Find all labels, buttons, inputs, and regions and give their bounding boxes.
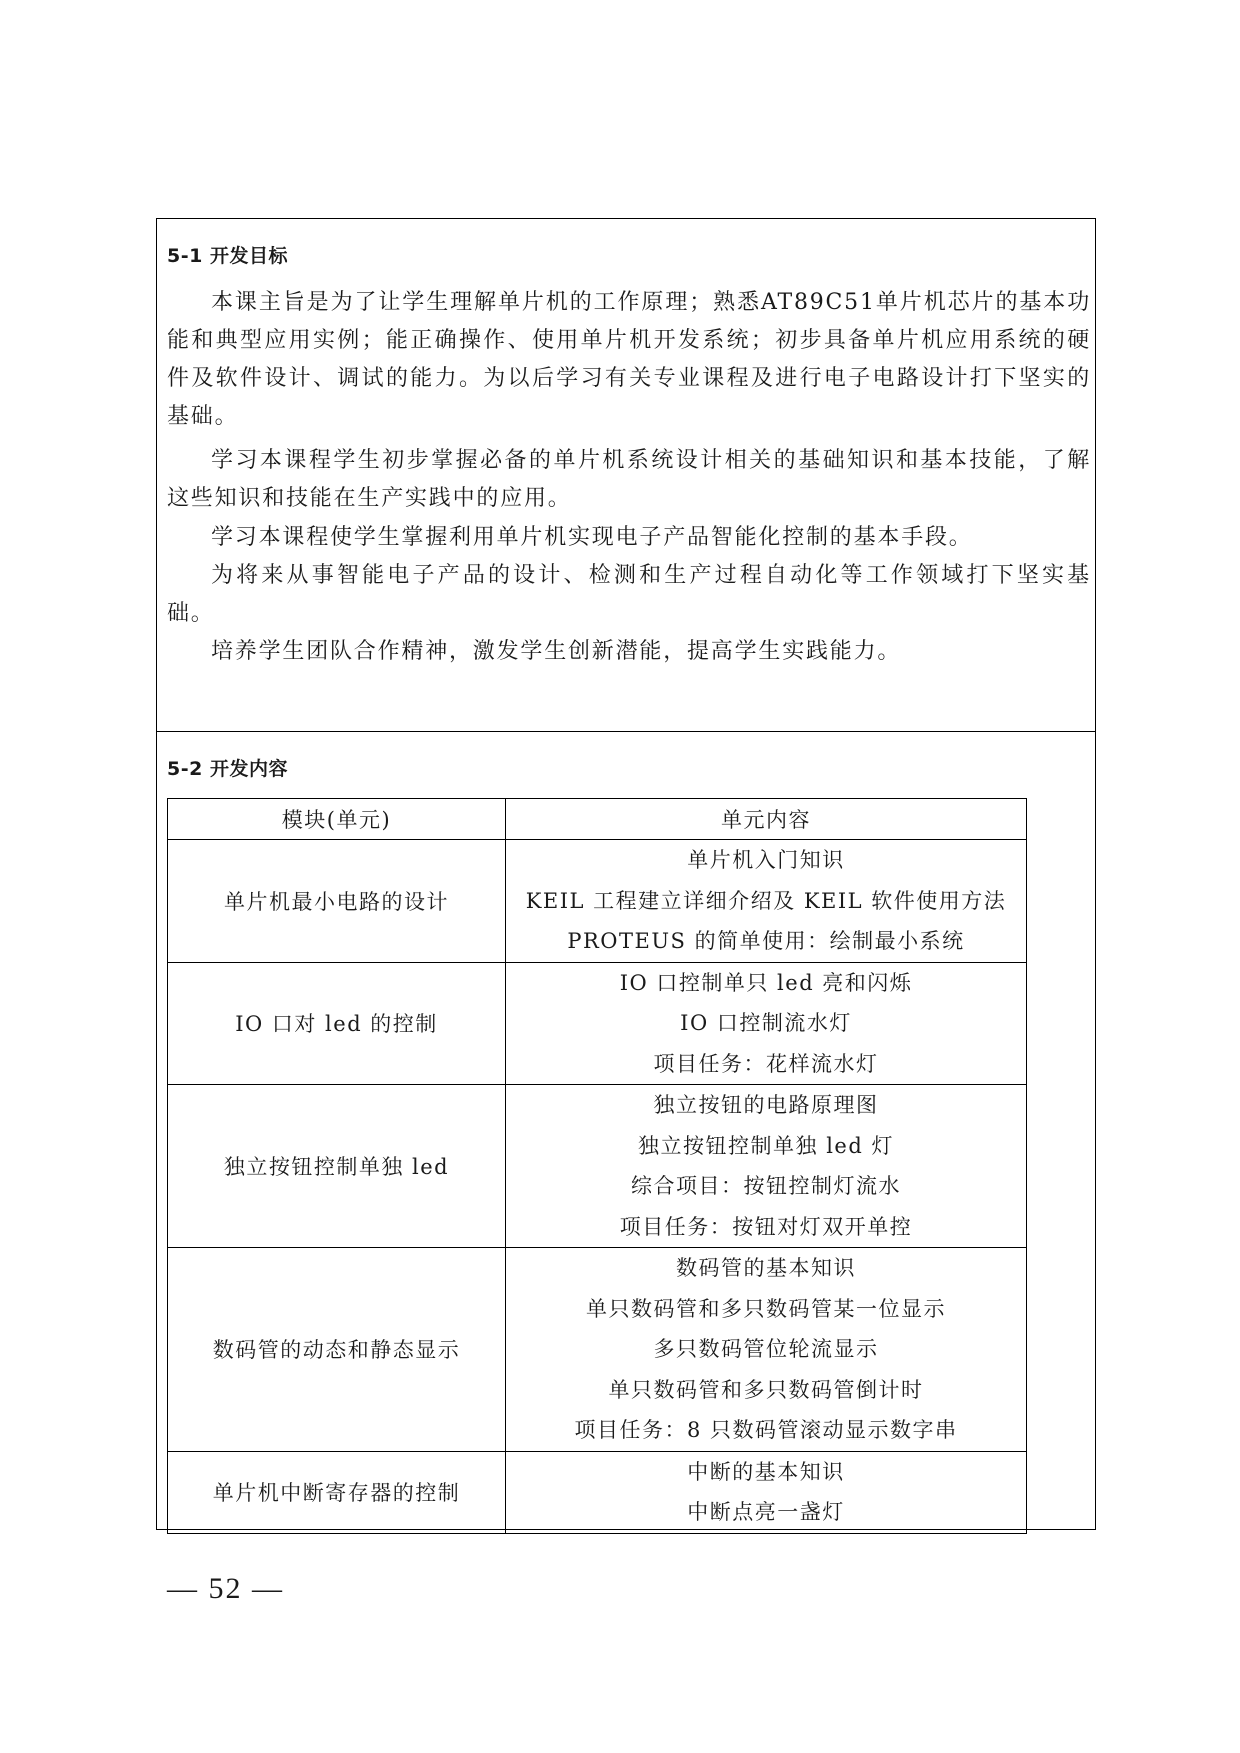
header-module: 模块(单元) — [168, 799, 506, 840]
goals-paragraph: 为将来从事智能电子产品的设计、检测和生产过程自动化等工作领域打下坚实基础。 — [167, 563, 1091, 626]
content-table — [167, 798, 1027, 1534]
module-cell: IO 口对 led 的控制 — [168, 962, 506, 1085]
table-row — [168, 1451, 1027, 1533]
page-number: — 52 — — [167, 1572, 284, 1605]
content-cell — [506, 1248, 1027, 1452]
table-row — [168, 840, 1027, 963]
goals-paragraph: 学习本课程学生初步掌握必备的单片机系统设计相关的基础知识和基本技能，了解这些知识和技能在生产实践中的应用。 — [167, 448, 1091, 511]
goals-paragraph: 学习本课程使学生掌握利用单片机实现电子产品智能化控制的基本手段。 — [211, 525, 973, 550]
content-item: IO 口控制单只 led 亮和闪烁 — [619, 970, 913, 995]
content-item: IO 口控制流水灯 — [680, 1011, 852, 1035]
header-content: 单元内容 — [506, 799, 1027, 840]
section-divider — [157, 731, 1095, 732]
content-item: 项目任务：8 只数码管滚动显示数字串 — [574, 1418, 958, 1442]
content-item: 项目任务：花样流水灯 — [653, 1051, 879, 1076]
table-row — [168, 1248, 1027, 1452]
content-cell — [506, 1451, 1027, 1533]
module-cell: 数码管的动态和静态显示 — [168, 1248, 506, 1452]
module-cell: 单片机中断寄存器的控制 — [168, 1451, 506, 1533]
section-title-content: 5-2 开发内容 — [167, 758, 288, 780]
content-item: 独立按钮控制单独 led 灯 — [638, 1133, 894, 1158]
content-item: 单只数码管和多只数码管倒计时 — [608, 1377, 924, 1402]
content-item: KEIL 工程建立详细介绍及 KEIL 软件使用方法 — [525, 888, 1007, 913]
content-item: 独立按钮的电路原理图 — [653, 1093, 879, 1117]
content-item: 单片机入门知识 — [687, 848, 845, 872]
content-cell — [506, 962, 1027, 1085]
content-item: 项目任务：按钮对灯双开单控 — [619, 1214, 913, 1239]
goals-paragraph: 培养学生团队合作精神，激发学生创新潜能，提高学生实践能力。 — [211, 639, 902, 664]
content-item: 综合项目：按钮控制灯流水 — [631, 1174, 901, 1198]
content-item: 数码管的基本知识 — [676, 1256, 856, 1280]
module-cell: 独立按钮控制单独 led — [168, 1085, 506, 1248]
content-item: 中断的基本知识 — [687, 1459, 845, 1484]
content-frame — [156, 218, 1096, 1530]
section-title-goals: 5-1 开发目标 — [167, 245, 288, 267]
content-item: 多只数码管位轮流显示 — [653, 1337, 879, 1361]
table-header-row — [168, 799, 1027, 840]
table-row — [168, 1085, 1027, 1248]
content-cell — [506, 1085, 1027, 1248]
module-cell: 单片机最小电路的设计 — [168, 840, 506, 963]
content-cell — [506, 840, 1027, 963]
content-item: PROTEUS 的简单使用：绘制最小系统 — [567, 929, 965, 953]
content-item: 单只数码管和多只数码管某一位显示 — [586, 1296, 946, 1321]
content-item: 中断点亮一盏灯 — [687, 1500, 845, 1524]
goals-paragraph: 本课主旨是为了让学生理解单片机的工作原理；熟悉AT89C51单片机芯片的基本功能和典型应用实例；能正确操作、使用单片机开发系统；初步具备单片机应用系统的硬件及软件设计、调试的能力。为以后学习有关专业课程及进行电子电路设计打下坚实的基础。 — [167, 290, 1091, 429]
table-row — [168, 962, 1027, 1085]
